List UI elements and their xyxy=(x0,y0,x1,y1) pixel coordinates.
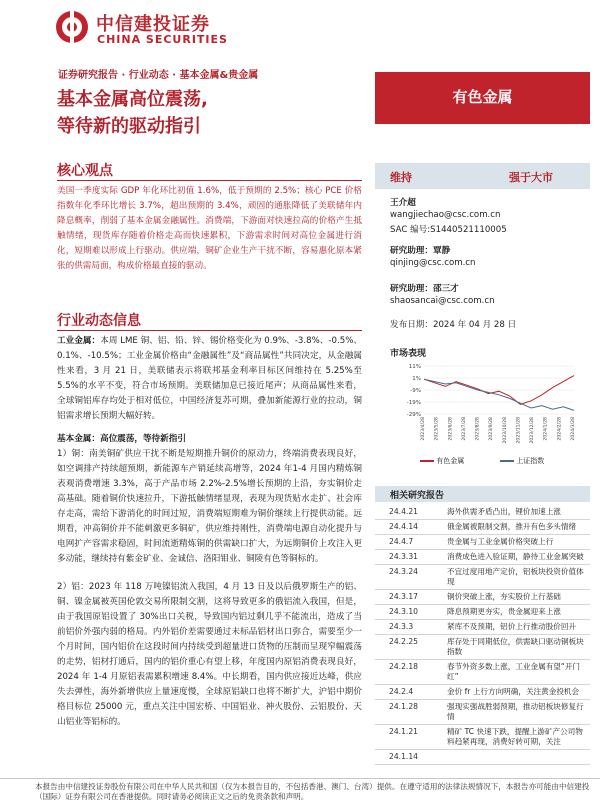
logo-text-en: CHINA SECURITIES xyxy=(97,33,228,46)
related-report-row[interactable] xyxy=(375,550,590,565)
related-report-date: 24.4.7 xyxy=(375,535,444,550)
related-report-row[interactable] xyxy=(375,620,590,635)
analyst-name: 王介超 xyxy=(390,198,416,208)
y-tick-label: 11% xyxy=(408,364,421,370)
related-report-date: 24.4.14 xyxy=(375,520,444,535)
related-report-row[interactable] xyxy=(375,725,590,750)
related-report-date: 24.3.17 xyxy=(375,590,444,605)
legend-label-2: 上证指数 xyxy=(516,457,545,465)
related-heading: 相关研究报告 xyxy=(390,491,445,501)
related-report-row[interactable] xyxy=(375,565,590,590)
y-tick-label: -29% xyxy=(406,412,421,418)
logo-text-cn: 中信建投证券 xyxy=(96,14,210,35)
paragraph-1-lead: 工业金属： xyxy=(57,336,101,346)
analyst-sac: SAC 编号:S1440521110005 xyxy=(390,225,507,235)
related-report-title[interactable]: 降息预期更夯实，贵金属迎来上涨 xyxy=(444,605,590,620)
legend-swatch-1 xyxy=(420,460,434,462)
related-report-title[interactable]: 金价 fr 上行方向明确，关注黄金投机会 xyxy=(444,685,590,700)
x-tick-label: 2024/1/28 xyxy=(543,417,549,441)
core-view-heading: 核心观点 xyxy=(57,163,113,179)
related-report-date: 24.2.25 xyxy=(375,635,444,660)
related-report-title[interactable]: 春节外资多数上涨，工业金属有望“开门红” xyxy=(444,660,590,685)
related-report-row[interactable] xyxy=(375,685,590,700)
assistant-1-label: 研究助理： xyxy=(390,246,433,256)
x-tick-label: 2023/10/28 xyxy=(502,417,508,444)
related-report-date: 24.4.21 xyxy=(375,505,444,520)
related-report-title[interactable]: 紧库不及预期，铝价上行推动股价回升 xyxy=(444,620,590,635)
related-report-row[interactable] xyxy=(375,535,590,550)
related-report-row[interactable] xyxy=(375,700,590,725)
core-divider xyxy=(57,180,362,181)
related-report-row[interactable] xyxy=(375,520,590,535)
y-tick-label: 1% xyxy=(412,376,421,382)
report-title-line2: 等待新的驱动指引 xyxy=(57,116,201,137)
x-tick-label: 2024/3/28 xyxy=(571,417,576,441)
related-report-title[interactable]: 库存处于同期低位，供需缺口驱动铜板块指数 xyxy=(444,635,590,660)
x-tick-label: 2023/9/28 xyxy=(489,417,495,441)
industry-banner-label: 有色金属 xyxy=(452,88,513,106)
related-report-row[interactable] xyxy=(375,505,590,520)
assistant-1-name: 覃静 xyxy=(432,246,451,256)
core-view-text: 美国一季度实际 GDP 年化环比初值 1.6%，低于预期的 2.5%；核心 PCE 价格指数年化季环比增长 3.7%，超出预期的 3.4%，顽固的通胀降低了美联储年内降息概率，削弱了基本金属金融属性。消费端，下游面对快速拉高的价格产生抵触情绪，现货库存随着价格走高而快速累积，下游需求时间对高位金属进行消化，短期难以形成上行驱动。供应端，铜矿企业生产干扰不断，容易惠化原本紧张的供需局面，构成价格最直接的驱动。 xyxy=(57,186,362,271)
footer-disclaimer: 本报告由中信建投证券股份有限公司在中华人民共和国（仅为本报告目的，不包括香港、澳门、台湾）提供。在遵守适用的法律法规情况下，本报告亦可能由中信建投（国际）证券有限公司在香港提供。同时请务必阅读正文之后的免责条款和声明。 xyxy=(35,782,590,801)
related-report-date: 24.3.31 xyxy=(375,550,444,565)
related-report-title[interactable]: 强现实强战胜弱预期，推动铝板块修复行情 xyxy=(444,700,590,725)
y-tick-label: -19% xyxy=(406,400,421,406)
assistant-2-name: 邵三才 xyxy=(432,284,459,294)
market-performance-chart xyxy=(402,362,580,454)
related-report-row[interactable] xyxy=(375,605,590,620)
legend-item-1 xyxy=(420,456,464,466)
related-report-row[interactable] xyxy=(375,660,590,685)
related-report-title[interactable]: 消费成色进入验证期，静待工业金属突破 xyxy=(444,550,590,565)
legend-swatch-2 xyxy=(500,460,514,462)
assistant-1-email[interactable]: qinjing@csc.com.cn xyxy=(390,258,476,268)
industry-divider xyxy=(57,330,362,331)
publish-date-value: 2024 年 04 月 28 日 xyxy=(432,320,517,330)
footer-divider xyxy=(0,778,600,779)
publish-date-label: 发布日期： xyxy=(390,320,433,330)
report-title-line1: 基本金属高位震荡, xyxy=(57,89,208,110)
assistant-2-email[interactable]: shaosancai@csc.com.cn xyxy=(390,296,495,306)
legend-item-2 xyxy=(500,456,544,466)
related-report-date: 24.3.3 xyxy=(375,620,444,635)
assistant-2-label: 研究助理： xyxy=(390,284,433,294)
x-tick-label: 2023/5/28 xyxy=(434,417,440,441)
related-report-title[interactable]: 铜价突破上涨，夯实股价上行基础 xyxy=(444,590,590,605)
paragraph-2-lead: 基本金属：高位震荡，等待新指引 xyxy=(57,434,186,444)
y-tick-label: -9% xyxy=(410,388,421,394)
x-tick-label: 2024/2/28 xyxy=(557,417,563,441)
related-report-date: 24.3.10 xyxy=(375,605,444,620)
company-logo-icon xyxy=(55,10,89,44)
x-tick-label: 2023/6/28 xyxy=(448,417,454,441)
related-report-title[interactable]: 海外供需矛盾凸出，锂价加速上涨 xyxy=(444,505,590,520)
industry-paragraph-1 xyxy=(57,334,362,424)
x-tick-label: 2023/12/28 xyxy=(530,417,536,444)
x-tick-label: 2023/8/28 xyxy=(475,417,481,441)
assistant-1 xyxy=(390,244,450,256)
related-report-title[interactable]: 俄金属被限制交割，推升有色多头情绪 xyxy=(444,520,590,535)
x-tick-label: 2023/7/28 xyxy=(461,417,467,441)
related-report-date: 24.2.18 xyxy=(375,660,444,685)
related-report-title[interactable] xyxy=(444,750,590,765)
related-report-row[interactable] xyxy=(375,590,590,605)
industry-heading: 行业动态信息 xyxy=(57,313,141,329)
x-tick-label: 2023/4/28 xyxy=(421,417,426,441)
legend-label-1: 有色金属 xyxy=(436,457,465,465)
industry-paragraph-3: 2）铝：2023 年 118 万吨镍铝流入我国，4 月 13 日及以后俄罗斯生产的铝、铜、镍金属被英国伦敦交易所限制交割，这将导致更多的俄铝流入我国，但是，由于我国原铝设置了 30%出口关税，导致国内铝过剩几乎不能流出，造成了当前铝价外强内弱的格局。内外铝价差需要通过未标品铝材出口弥合，需要至少一个月时间，国内铝价在这段时间内持续受到超量进口货物的压制而呈现窄幅震荡的走势，铝材打通后，国内的铝价重心有望上移，年度国内原铝消费表现良好，2024 年 1-4 月原铝表需累积增速 8.4%。中长期看，国内供应接近达峰，供应失去弹性，海外新增供应上量速度慢，全球原铝缺口也将不断扩大，沪铝中期价格目标位 25000 元，重点关注中国宏桥、中国铝业、神火股份、云铝股份、天山铝业等铝标的。 xyxy=(57,582,362,727)
related-report-title[interactable]: 精矿 TC 快速下跌，提醒上游矿产公司物料趋紧再现，消费好转可期，关注 xyxy=(444,725,590,750)
report-series: 证券研究报告 · 行业动态 · 基本金属&贵金属 xyxy=(58,70,259,81)
related-report-title[interactable]: 贵金属与工业金属价格突破上行 xyxy=(444,535,590,550)
related-report-date: 24.1.21 xyxy=(375,725,444,750)
related-report-date: 24.2.4 xyxy=(375,685,444,700)
related-report-date: 24.3.24 xyxy=(375,565,444,590)
related-report-date: 24.1.28 xyxy=(375,700,444,725)
related-report-date: 24.1.14 xyxy=(375,750,444,765)
series-line-2 xyxy=(424,379,574,410)
publish-date xyxy=(390,318,516,330)
rating-label: 维持 xyxy=(390,171,412,184)
paragraph-1-body: 本周 LME 铜、铝、铅、锌、锡价格变化为 0.9%、-3.8%、-0.5%、0.1%、-10.5%；工业金属价格由“金融属性”及“商品属性”共同决定，从金融属性来看，3 月 21 日，美联储表示将联邦基金利率目标区间维持在 5.25%至 5.5%的水平不变，符合市场预期。美联储加息已接近尾声；从商品属性来看，全球铜铝库存均处于相对低位，中国经济复苏可期，叠加新能源行业的拉动，铜铝需求增长预期大幅好转。 xyxy=(57,336,362,421)
market-heading: 市场表现 xyxy=(390,349,427,359)
assistant-2 xyxy=(390,282,459,294)
analyst-email[interactable]: wangjiechao@csc.com.cn xyxy=(390,210,501,220)
rating-value: 强于大市 xyxy=(509,171,553,184)
related-report-row[interactable] xyxy=(375,750,590,765)
x-tick-label: 2023/11/28 xyxy=(516,417,522,444)
related-reports-table xyxy=(375,505,590,765)
industry-paragraph-2: 1）铜：南美铜矿供应干扰不断是短期推升铜价的原动力，终端消费表现良好，如空调排产持续超预期，新能源车产销延续高增等，2024 年1-4 月国内精炼铜表观消费增速 3.3%，高于产品市场 2.2%-2.5%增长预期的上沿，夯实铜价走高基础。随着铜价快速拉升，下游抵触情绪显现，表现为现货贴水走扩、社会库存走高，需给下游消化的时间过短，消费端短期难为铜价继续上行提供动能。远期看，冲高铜价并不能刺激更多铜矿，供应维持刚性，消费端电源自动化提升与电网扩产容需求稳固，时间流逝精炼铜的供需缺口扩大，为远期铜价上攻注入更多动能，继续持有紫金矿业、金诚信、洛阳钼业、铜陵有色等铜标的。 xyxy=(57,449,362,564)
related-report-title[interactable]: 不宜过度用地产定价，铝板块投资价值体现 xyxy=(444,565,590,590)
related-report-row[interactable] xyxy=(375,635,590,660)
